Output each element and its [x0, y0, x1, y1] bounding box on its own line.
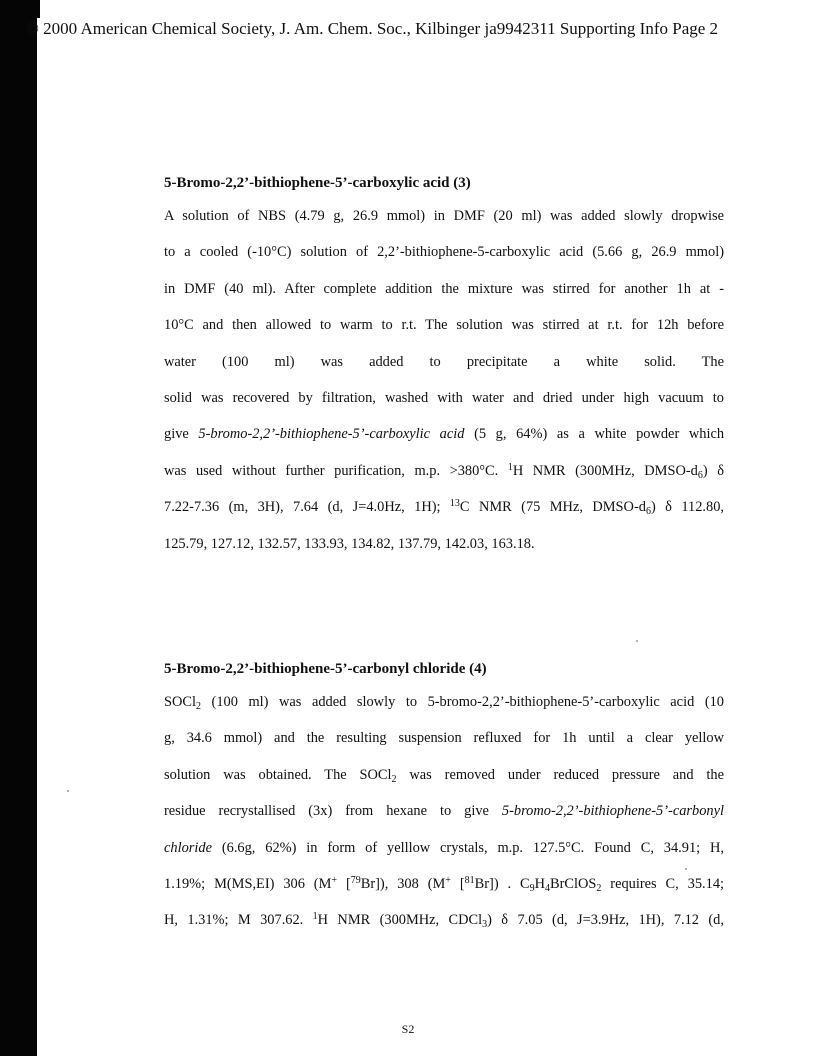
body-line	[164, 684, 724, 720]
subscript: 2	[596, 883, 602, 895]
body-line	[164, 902, 724, 938]
superscript: 81	[464, 875, 475, 887]
body-line: in DMF (40 ml). After complete addition the mixture was stirred for another 1h at -	[164, 280, 724, 297]
text-run: H	[534, 876, 546, 893]
subscript: 2	[196, 701, 201, 712]
text-run: (100 ml) was added slowly to 5-bromo-2,2’-bithiophene-5’-carboxylic acid (10	[201, 694, 724, 710]
compound-name: chloride	[164, 839, 212, 856]
text-run: H NMR (300MHz, CDCl	[317, 912, 483, 929]
body-line: 125.79, 127.12, 132.57, 133.93, 134.82, 137.79, 142.03, 163.18.	[164, 535, 535, 552]
text-run: ) δ 7.05 (d, J=3.9Hz, 1H), 7.12 (d,	[487, 912, 724, 929]
subscript: 6	[645, 506, 651, 518]
text-run: H, 1.31%; M 307.62.	[164, 912, 313, 929]
section-carbonyl-chloride	[164, 659, 724, 939]
text-run: Br]), 308 (M	[360, 876, 446, 893]
subscript: 9	[529, 883, 535, 895]
superscript: 1	[312, 911, 318, 923]
text-run: solution was obtained. The SOCl	[164, 766, 392, 783]
body-line	[164, 416, 724, 452]
text-run: H NMR (300MHz, DMSO-d	[512, 462, 698, 479]
text-run: Br]) . C	[474, 876, 530, 893]
subscript: 6	[697, 469, 703, 481]
section-body	[164, 684, 724, 939]
subscript: 4	[545, 883, 551, 895]
body-line: A solution of NBS (4.79 g, 26.9 mmol) in DMF (20 ml) was added slowly dropwise	[164, 208, 724, 224]
section-carboxylic-acid	[164, 173, 724, 562]
compound-name: 5-bromo-2,2’-bithiophene-5’-carboxylic acid	[198, 426, 465, 443]
body-line	[164, 793, 724, 829]
compound-name: 5-bromo-2,2’-bithiophene-5’-carbonyl	[501, 803, 724, 820]
superscript: +	[445, 875, 451, 887]
body-line	[164, 830, 724, 866]
section-title: 5-Bromo-2,2’-bithiophene-5’-carbonyl chloride (4)	[164, 661, 487, 677]
text-run: ) δ	[702, 462, 724, 479]
text-run: give	[164, 426, 199, 443]
text-run: 7.22-7.36 (m, 3H), 7.64 (d, J=4.0Hz, 1H);	[164, 499, 450, 516]
body-line: water (100 ml) was added to precipitate a white solid. The	[164, 353, 724, 370]
text-run: was removed under reduced pressure and the	[396, 766, 724, 783]
text-run: was used without further purification, m.p. >380°C.	[164, 462, 508, 479]
text-run: requires C, 35.14;	[601, 876, 725, 893]
body-line: g, 34.6 mmol) and the resulting suspension refluxed for 1h until a clear yellow	[164, 730, 724, 747]
scan-speck	[67, 790, 69, 792]
scan-edge	[0, 0, 37, 1056]
body-line	[164, 866, 724, 902]
text-run: BrClOS	[550, 876, 597, 893]
text-run: ) δ 112.80,	[650, 499, 724, 516]
section-body	[164, 198, 724, 562]
body-line: 10°C and then allowed to warm to r.t. The solution was stirred at r.t. for 12h before	[164, 317, 724, 334]
text-run: residue recrystallised (3x) from hexane to give	[164, 803, 502, 820]
body-line	[164, 453, 724, 489]
superscript: 13	[449, 498, 460, 510]
superscript: 79	[350, 875, 361, 887]
scan-speck	[685, 868, 687, 870]
text-run: (6.6g, 62%) in form of yelllow crystals, m.p. 127.5°C. Found C, 34.91; H,	[211, 839, 724, 856]
page-number: S2	[401, 1022, 415, 1036]
text-run: [	[450, 876, 465, 893]
subscript: 3	[482, 919, 488, 931]
text-run: (5 g, 64%) as a white powder which	[464, 426, 725, 443]
superscript: +	[331, 875, 338, 887]
page-header: © 2000 American Chemical Society, J. Am. Chem. Soc., Kilbinger ja9942311 Supporting Info Page 2	[26, 19, 719, 38]
text-run: [	[337, 876, 351, 893]
subscript: 2	[391, 773, 397, 785]
superscript: 1	[507, 461, 513, 473]
scan-corner	[26, 0, 40, 18]
body-line	[164, 489, 724, 525]
text-run: 1.19%; M(MS,EI) 306 (M	[164, 876, 332, 893]
text-run: C NMR (75 MHz, DMSO-d	[459, 499, 646, 516]
body-line: to a cooled (-10°C) solution of 2,2’-bithiophene-5-carboxylic acid (5.66 g, 26.9 mmol)	[164, 244, 724, 261]
section-title: 5-Bromo-2,2’-bithiophene-5’-carboxylic acid (3)	[164, 175, 471, 191]
text-run: SOCl	[164, 694, 196, 710]
body-line	[164, 757, 724, 793]
scan-speck	[636, 640, 638, 642]
body-line: solid was recovered by filtration, washed with water and dried under high vacuum to	[164, 390, 724, 407]
